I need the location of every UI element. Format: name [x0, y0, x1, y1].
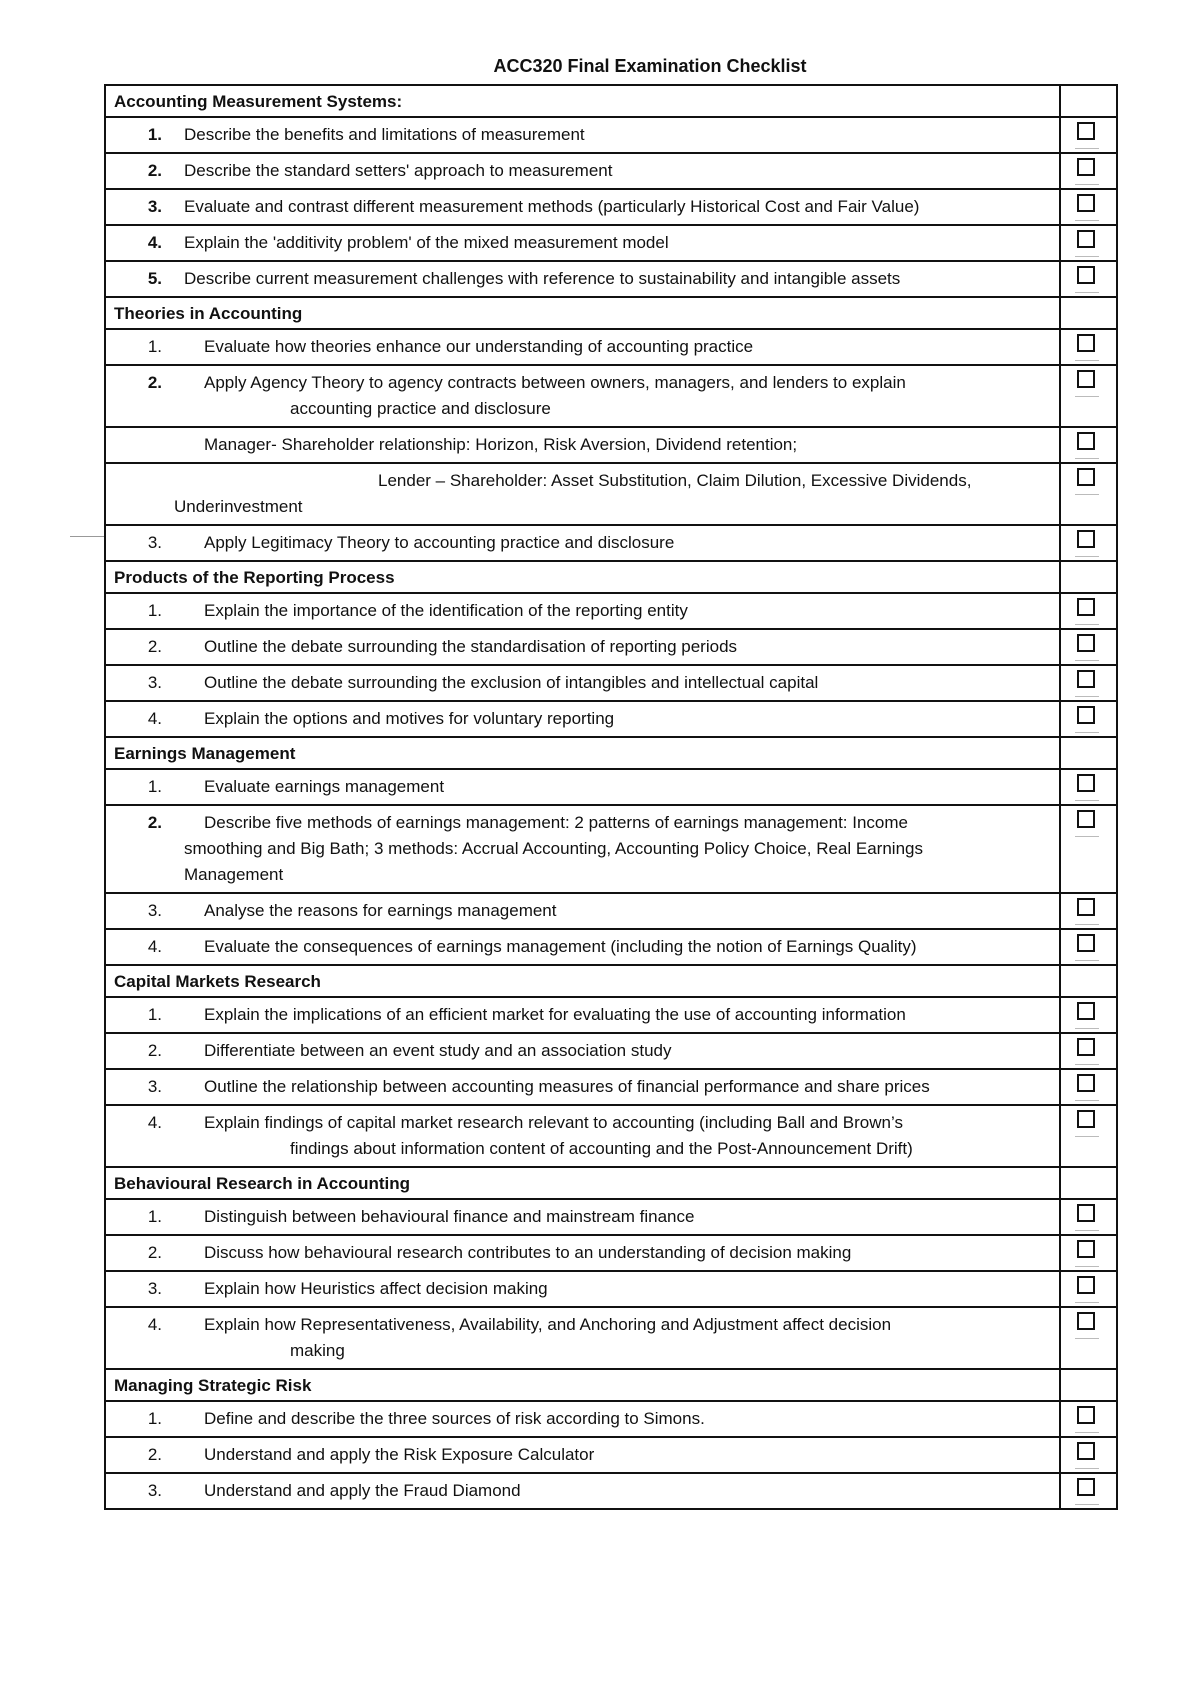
item-number: 2. — [147, 637, 162, 656]
section-header-row — [106, 298, 1116, 330]
check-cell — [1061, 190, 1116, 224]
checkbox-icon[interactable] — [1077, 122, 1095, 140]
checklist-item-text-cell — [106, 262, 1061, 296]
checklist-item-text-cell — [106, 1034, 1061, 1068]
item-text: Define and describe the three sources of risk according to Simons. — [204, 1409, 705, 1428]
checklist-item-row — [106, 1308, 1116, 1370]
checklist-item-text-cell — [106, 118, 1061, 152]
checklist-item-text-cell — [106, 226, 1061, 260]
checklist-item-row — [106, 330, 1116, 366]
item-text: Evaluate and contrast different measurement methods (particularly Historical Cost and Fair Value) — [184, 197, 920, 216]
item-text: Differentiate between an event study and an association study — [204, 1041, 672, 1060]
checklist-item-text-cell — [106, 1402, 1061, 1436]
tick-underline — [1075, 148, 1099, 149]
checklist-item-row — [106, 894, 1116, 930]
tick-underline — [1075, 1504, 1099, 1505]
checklist-item-row — [106, 1106, 1116, 1168]
item-text: Evaluate how theories enhance our understanding of accounting practice — [204, 337, 754, 356]
section-heading: Capital Markets Research — [106, 966, 1061, 996]
checklist-item-text-cell — [106, 1272, 1061, 1306]
checklist-item-row — [106, 154, 1116, 190]
checkbox-icon[interactable] — [1077, 1478, 1095, 1496]
item-text-continuation: making — [290, 1341, 345, 1360]
tick-underline — [1075, 924, 1099, 925]
item-text: Understand and apply the Fraud Diamond — [204, 1481, 521, 1500]
item-number: 1. — [147, 1409, 162, 1428]
tick-underline — [1075, 184, 1099, 185]
checkbox-icon[interactable] — [1077, 1442, 1095, 1460]
section-check-cell — [1061, 86, 1116, 116]
checkbox-icon[interactable] — [1077, 468, 1095, 486]
item-text: Describe five methods of earnings management: 2 patterns of earnings management: Income — [204, 813, 908, 832]
item-number: 3. — [147, 533, 162, 552]
checklist-item-row — [106, 262, 1116, 298]
item-number: 2. — [147, 161, 162, 180]
checklist-item-row — [106, 702, 1116, 738]
item-text: Distinguish between behavioural finance and mainstream finance — [204, 1207, 695, 1226]
checkbox-icon[interactable] — [1077, 432, 1095, 450]
check-cell — [1061, 1272, 1116, 1306]
tick-underline — [1075, 1468, 1099, 1469]
checklist-item-row — [106, 806, 1116, 894]
checklist-item-text-cell — [106, 464, 1061, 524]
section-check-cell — [1061, 738, 1116, 768]
checklist-item-row — [106, 930, 1116, 966]
item-number: 1. — [147, 601, 162, 620]
margin-mark — [70, 536, 104, 537]
checklist-item-text-cell — [106, 366, 1061, 426]
checkbox-icon[interactable] — [1077, 530, 1095, 548]
check-cell — [1061, 118, 1116, 152]
item-number: 1. — [147, 337, 162, 356]
checklist-item-row — [106, 464, 1116, 526]
item-number: 4. — [147, 1113, 162, 1132]
check-cell — [1061, 998, 1116, 1032]
tick-underline — [1075, 1432, 1099, 1433]
tick-underline — [1075, 624, 1099, 625]
item-number: 4. — [147, 709, 162, 728]
check-cell — [1061, 806, 1116, 892]
check-cell — [1061, 770, 1116, 804]
item-text: Analyse the reasons for earnings management — [204, 901, 557, 920]
checkbox-icon[interactable] — [1077, 1002, 1095, 1020]
section-check-cell — [1061, 1370, 1116, 1400]
item-text: Outline the relationship between accounting measures of financial performance and share prices — [204, 1077, 930, 1096]
checklist-item-text-cell — [106, 1308, 1061, 1368]
checklist-item-row — [106, 1438, 1116, 1474]
tick-underline — [1075, 1100, 1099, 1101]
checklist-item-row — [106, 1034, 1116, 1070]
section-heading: Theories in Accounting — [106, 298, 1061, 328]
checkbox-icon[interactable] — [1077, 1110, 1095, 1128]
checkbox-icon[interactable] — [1077, 898, 1095, 916]
check-cell — [1061, 1236, 1116, 1270]
item-text: Outline the debate surrounding the exclusion of intangibles and intellectual capital — [204, 673, 819, 692]
tick-underline — [1075, 292, 1099, 293]
item-text: Apply Legitimacy Theory to accounting practice and disclosure — [204, 533, 675, 552]
tick-underline — [1075, 494, 1099, 495]
item-number: 1. — [147, 1207, 162, 1226]
tick-underline — [1075, 1028, 1099, 1029]
check-cell — [1061, 666, 1116, 700]
item-text-continuation: Management — [184, 865, 284, 884]
checklist-item-row — [106, 526, 1116, 562]
check-cell — [1061, 702, 1116, 736]
item-text: Explain the importance of the identification of the reporting entity — [204, 601, 688, 620]
checklist-item-row — [106, 190, 1116, 226]
section-header-row — [106, 966, 1116, 998]
item-text-continuation: smoothing and Big Bath; 3 methods: Accrual Accounting, Accounting Policy Choice, Real Earnings — [184, 839, 923, 858]
checklist-item-text-cell — [106, 1236, 1061, 1270]
checkbox-icon[interactable] — [1077, 158, 1095, 176]
checklist-item-text-cell — [106, 1070, 1061, 1104]
checkbox-icon[interactable] — [1077, 934, 1095, 952]
item-text: Manager- Shareholder relationship: Horizon, Risk Aversion, Dividend retention; — [204, 435, 798, 454]
item-number: 1. — [147, 777, 162, 796]
section-heading: Accounting Measurement Systems: — [106, 86, 1061, 116]
tick-underline — [1075, 1136, 1099, 1137]
checklist-item-row — [106, 1402, 1116, 1438]
item-number: 3. — [147, 1279, 162, 1298]
checkbox-icon[interactable] — [1077, 810, 1095, 828]
item-text: Apply Agency Theory to agency contracts between owners, managers, and lenders to explain — [204, 373, 906, 392]
item-text: Explain findings of capital market research relevant to accounting (including Ball and Brown’s — [204, 1113, 903, 1132]
item-number: 1. — [147, 1005, 162, 1024]
item-number: 3. — [147, 673, 162, 692]
item-number: 3. — [147, 197, 162, 216]
item-number — [114, 468, 170, 494]
item-text: Explain the 'additivity problem' of the mixed measurement model — [184, 233, 669, 252]
tick-underline — [1075, 660, 1099, 661]
check-cell — [1061, 330, 1116, 364]
checklist-item-row — [106, 1474, 1116, 1508]
item-text: Explain the options and motives for voluntary reporting — [204, 709, 615, 728]
section-heading: Managing Strategic Risk — [106, 1370, 1061, 1400]
tick-underline — [1075, 360, 1099, 361]
check-cell — [1061, 594, 1116, 628]
tick-underline — [1075, 458, 1099, 459]
checklist-item-text-cell — [106, 998, 1061, 1032]
item-text: Describe the standard setters' approach to measurement — [184, 161, 613, 180]
checklist-item-row — [106, 594, 1116, 630]
item-number: 3. — [147, 1077, 162, 1096]
section-header-row — [106, 738, 1116, 770]
item-number: 4. — [147, 937, 162, 956]
item-number: 2. — [147, 813, 162, 832]
check-cell — [1061, 366, 1116, 426]
check-cell — [1061, 1070, 1116, 1104]
checklist-item-row — [106, 366, 1116, 428]
checklist-item-row — [106, 1070, 1116, 1106]
checklist-item-text-cell — [106, 630, 1061, 664]
checklist-item-text-cell — [106, 666, 1061, 700]
checklist-item-text-cell — [106, 1474, 1061, 1508]
check-cell — [1061, 1308, 1116, 1368]
item-text: Evaluate the consequences of earnings management (including the notion of Earnings Quality) — [204, 937, 917, 956]
section-header-row — [106, 86, 1116, 118]
checklist-item-text-cell — [106, 1106, 1061, 1166]
check-cell — [1061, 428, 1116, 462]
checkbox-icon[interactable] — [1077, 670, 1095, 688]
tick-underline — [1075, 960, 1099, 961]
item-text: Lender – Shareholder: Asset Substitution, Claim Dilution, Excessive Dividends, — [378, 471, 972, 490]
item-text-continuation: accounting practice and disclosure — [290, 399, 551, 418]
checklist-item-text-cell — [106, 1438, 1061, 1472]
checkbox-icon[interactable] — [1077, 1276, 1095, 1294]
tick-underline — [1075, 1302, 1099, 1303]
checkbox-icon[interactable] — [1077, 1204, 1095, 1222]
checkbox-icon[interactable] — [1077, 598, 1095, 616]
checklist-item-text-cell — [106, 806, 1061, 892]
item-number: 4. — [147, 233, 162, 252]
item-number — [114, 432, 170, 458]
checklist-item-text-cell — [106, 154, 1061, 188]
section-check-cell — [1061, 298, 1116, 328]
checklist-item-row — [106, 428, 1116, 464]
checkbox-icon[interactable] — [1077, 1240, 1095, 1258]
item-number: 2. — [147, 1243, 162, 1262]
item-text-continuation: Underinvestment — [174, 497, 303, 516]
checkbox-icon[interactable] — [1077, 194, 1095, 212]
item-text: Outline the debate surrounding the standardisation of reporting periods — [204, 637, 738, 656]
item-text: Describe the benefits and limitations of measurement — [184, 125, 585, 144]
check-cell — [1061, 262, 1116, 296]
item-text: Evaluate earnings management — [204, 777, 445, 796]
item-text: Describe current measurement challenges with reference to sustainability and intangible assets — [184, 269, 901, 288]
item-number: 3. — [147, 1481, 162, 1500]
check-cell — [1061, 1438, 1116, 1472]
section-check-cell — [1061, 966, 1116, 996]
checklist-item-text-cell — [106, 526, 1061, 560]
item-number: 2. — [147, 1445, 162, 1464]
check-cell — [1061, 930, 1116, 964]
checklist-item-text-cell — [106, 594, 1061, 628]
tick-underline — [1075, 556, 1099, 557]
checkbox-icon[interactable] — [1077, 1038, 1095, 1056]
tick-underline — [1075, 1266, 1099, 1267]
checklist-item-text-cell — [106, 1200, 1061, 1234]
page-title: ACC320 Final Examination Checklist — [493, 56, 807, 76]
section-check-cell — [1061, 562, 1116, 592]
item-number: 1. — [147, 125, 162, 144]
item-number: 5. — [147, 269, 162, 288]
section-check-cell — [1061, 1168, 1116, 1198]
item-text: Understand and apply the Risk Exposure Calculator — [204, 1445, 595, 1464]
tick-underline — [1075, 732, 1099, 733]
checkbox-icon[interactable] — [1077, 1312, 1095, 1330]
tick-underline — [1075, 1064, 1099, 1065]
tick-underline — [1075, 696, 1099, 697]
tick-underline — [1075, 256, 1099, 257]
checklist-item-row — [106, 1200, 1116, 1236]
checklist-item-text-cell — [106, 770, 1061, 804]
checklist-item-row — [106, 1272, 1116, 1308]
tick-underline — [1075, 1230, 1099, 1231]
checklist-item-text-cell — [106, 330, 1061, 364]
check-cell — [1061, 1034, 1116, 1068]
checklist-item-row — [106, 770, 1116, 806]
checklist-table — [104, 84, 1118, 1510]
item-number: 4. — [147, 1315, 162, 1334]
checklist-item-row — [106, 118, 1116, 154]
checkbox-icon[interactable] — [1077, 230, 1095, 248]
checkbox-icon[interactable] — [1077, 1074, 1095, 1092]
checklist-item-row — [106, 630, 1116, 666]
checklist-item-text-cell — [106, 702, 1061, 736]
check-cell — [1061, 894, 1116, 928]
tick-underline — [1075, 1338, 1099, 1339]
check-cell — [1061, 1402, 1116, 1436]
check-cell — [1061, 526, 1116, 560]
tick-underline — [1075, 836, 1099, 837]
checkbox-icon[interactable] — [1077, 774, 1095, 792]
checklist-item-text-cell — [106, 894, 1061, 928]
checklist-item-row — [106, 666, 1116, 702]
item-text: Explain how Representativeness, Availability, and Anchoring and Adjustment affect decision — [204, 1315, 892, 1334]
section-heading: Products of the Reporting Process — [106, 562, 1061, 592]
checkbox-icon[interactable] — [1077, 266, 1095, 284]
check-cell — [1061, 154, 1116, 188]
section-header-row — [106, 1168, 1116, 1200]
item-number: 2. — [147, 1041, 162, 1060]
section-header-row — [106, 1370, 1116, 1402]
checklist-item-row — [106, 226, 1116, 262]
tick-underline — [1075, 800, 1099, 801]
section-heading: Behavioural Research in Accounting — [106, 1168, 1061, 1198]
item-text: Explain how Heuristics affect decision making — [204, 1279, 548, 1298]
checkbox-icon[interactable] — [1077, 1406, 1095, 1424]
check-cell — [1061, 1200, 1116, 1234]
tick-underline — [1075, 220, 1099, 221]
checklist-item-text-cell — [106, 930, 1061, 964]
item-text: Discuss how behavioural research contributes to an understanding of decision making — [204, 1243, 852, 1262]
section-header-row — [106, 562, 1116, 594]
item-text: Explain the implications of an efficient market for evaluating the use of accounting information — [204, 1005, 906, 1024]
check-cell — [1061, 1474, 1116, 1508]
tick-underline — [1075, 396, 1099, 397]
checkbox-icon[interactable] — [1077, 370, 1095, 388]
check-cell — [1061, 630, 1116, 664]
check-cell — [1061, 464, 1116, 524]
section-heading: Earnings Management — [106, 738, 1061, 768]
item-number: 3. — [147, 901, 162, 920]
check-cell — [1061, 1106, 1116, 1166]
checklist-item-row — [106, 1236, 1116, 1272]
checklist-item-text-cell — [106, 190, 1061, 224]
checkbox-icon[interactable] — [1077, 334, 1095, 352]
checklist-item-row — [106, 998, 1116, 1034]
item-text-continuation: findings about information content of accounting and the Post-Announcement Drift) — [290, 1139, 913, 1158]
item-number: 2. — [147, 373, 162, 392]
checklist-item-text-cell — [106, 428, 1061, 462]
checkbox-icon[interactable] — [1077, 706, 1095, 724]
check-cell — [1061, 226, 1116, 260]
checkbox-icon[interactable] — [1077, 634, 1095, 652]
